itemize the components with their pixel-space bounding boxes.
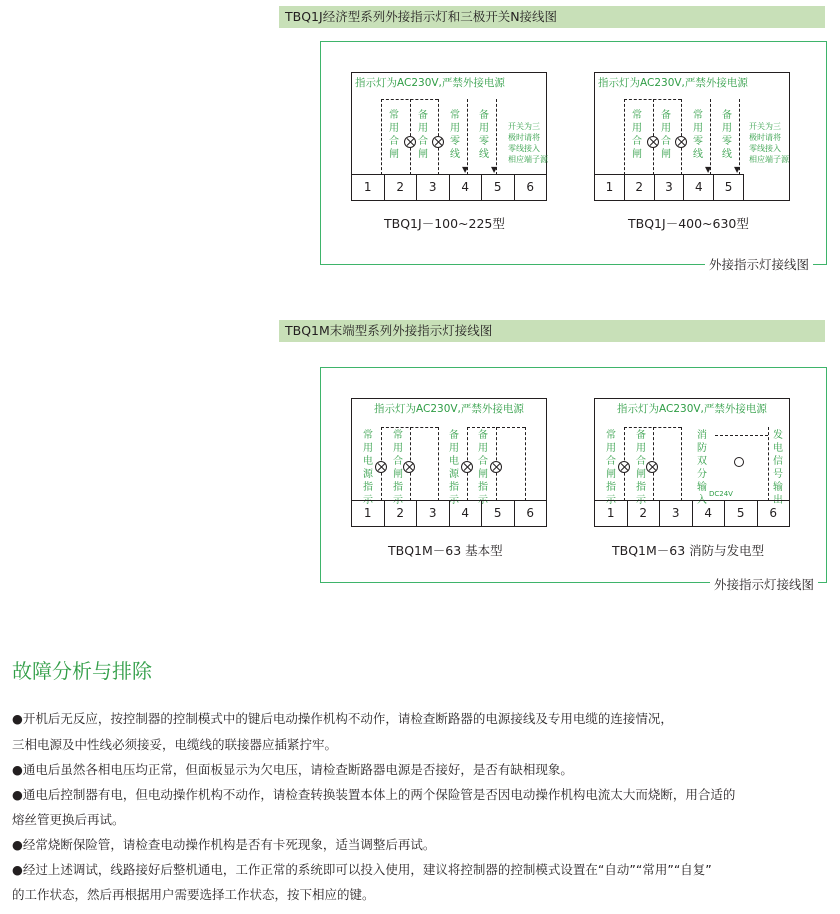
- paragraph-line: ●通电后控制器有电，但电动操作机构不动作，请检查转换装置本体上的两个保险管是否因电动操作机构电流太大而烧断，用合适的: [12, 787, 736, 802]
- lamp-icon: [646, 461, 658, 473]
- terminal-block: 1 2 3 4 5 6: [595, 500, 789, 526]
- section1-caption: 外接指示灯接线图: [705, 255, 813, 273]
- model-label: TBQ1M－63 消防与发电型: [612, 543, 765, 558]
- diagram-note: 开关为三 极时请将 零线接入 相应端子源: [508, 122, 548, 164]
- paragraph-line: 熔丝管更换后再试。: [12, 812, 125, 827]
- label-standby-close: 备用合闸指示: [636, 430, 646, 506]
- troubleshoot-title: 故障分析与排除: [12, 659, 152, 683]
- tbq1m-basic-diagram: [351, 398, 547, 527]
- lamp-icon: [404, 136, 416, 148]
- paragraph-line: 三相电源及中性线必须接妥，电缆线的联接器应插紧拧牢。: [12, 737, 338, 752]
- arrow-down-icon: ▼: [705, 165, 712, 174]
- arrow-down-icon: ▼: [462, 165, 469, 174]
- lamp-icon: [675, 136, 687, 148]
- section2-caption: 外接指示灯接线图: [710, 575, 818, 593]
- paragraph-line: ●经过上述调试，线路接好后整机通电，工作正常的系统即可以投入使用，建议将控制器的控制模式设置在“自动”“常用”“自复”: [12, 862, 712, 877]
- paragraph-line: ●经常烧断保险管，请检查电动操作机构是否有卡死现象，适当调整后再试。: [12, 837, 436, 852]
- paragraph-line: ●通电后虽然各相电压均正常，但面板显示为欠电压，请检查断路器电源是否接好，是否有缺相现象。: [12, 762, 573, 777]
- lamp-icon: [461, 461, 473, 473]
- paragraph-line: 的工作状态，然后再根据用户需要选择工作状态，按下相应的键。: [12, 887, 375, 902]
- lamp-icon: [403, 461, 415, 473]
- diagram-note: 开关为三 极时请将 零线接入 相应端子源: [749, 122, 789, 164]
- lamp-icon: [618, 461, 630, 473]
- label-standby-power: 备用电源指示: [449, 430, 459, 506]
- label-normal-neutral: 常用零线: [693, 110, 703, 160]
- terminal-block: 1 2 3 4 5 6: [352, 500, 546, 526]
- section2-header: TBQ1M末端型系列外接指示灯接线图: [279, 320, 825, 342]
- lamp-icon: [647, 136, 659, 148]
- label-normal-power: 常用电源指示: [363, 430, 373, 506]
- contact-icon: [734, 457, 744, 467]
- label-normal-close: 常用合闸: [632, 110, 642, 160]
- dc-label: DC24V: [709, 490, 733, 498]
- diagram-warning: 指示灯为AC230V,严禁外接电源: [374, 403, 524, 415]
- label-normal-close: 常用合闸指示: [606, 430, 616, 506]
- label-standby-close: 备用合闸指示: [478, 430, 488, 506]
- label-normal-neutral: 常用零线: [450, 110, 460, 160]
- model-label: TBQ1J－100~225型: [384, 216, 505, 231]
- label-standby-neutral: 备用零线: [722, 110, 732, 160]
- diagram-warning: 指示灯为AC230V,严禁外接电源: [617, 403, 767, 415]
- section1-header: TBQ1J经济型系列外接指示灯和三极开关N接线图: [279, 6, 825, 28]
- label-standby-close: 备用合闸: [418, 110, 428, 160]
- label-standby-neutral: 备用零线: [479, 110, 489, 160]
- diagram-warning: 指示灯为AC230V,严禁外接电源: [598, 77, 748, 89]
- model-label: TBQ1M－63 基本型: [388, 543, 503, 558]
- model-label: TBQ1J－400~630型: [628, 216, 749, 231]
- label-normal-close: 常用合闸指示: [393, 430, 403, 506]
- arrow-down-icon: ▼: [734, 165, 741, 174]
- label-standby-close: 备用合闸: [661, 110, 671, 160]
- label-generator-output: 发电信号输出: [773, 430, 783, 506]
- lamp-icon: [375, 461, 387, 473]
- arrow-down-icon: ▼: [491, 165, 498, 174]
- lamp-icon: [490, 461, 502, 473]
- paragraph-line: ●开机后无反应，按控制器的控制模式中的键后电动操作机构不动作，请检查断路器的电源接线及专用电缆的连接情况，: [12, 711, 673, 726]
- tbq1j-small-diagram: [351, 72, 547, 201]
- label-fire-input: 消防双分输入: [697, 430, 707, 506]
- tbq1m-fire-diagram: [594, 398, 790, 527]
- diagram-warning: 指示灯为AC230V,严禁外接电源: [355, 77, 505, 89]
- terminal-block: 1 2 3 4 5 6: [352, 174, 546, 200]
- lamp-icon: [432, 136, 444, 148]
- tbq1j-large-diagram: [594, 72, 790, 201]
- label-normal-close: 常用合闸: [389, 110, 399, 160]
- terminal-block: 1 2 3 4 5: [595, 174, 744, 200]
